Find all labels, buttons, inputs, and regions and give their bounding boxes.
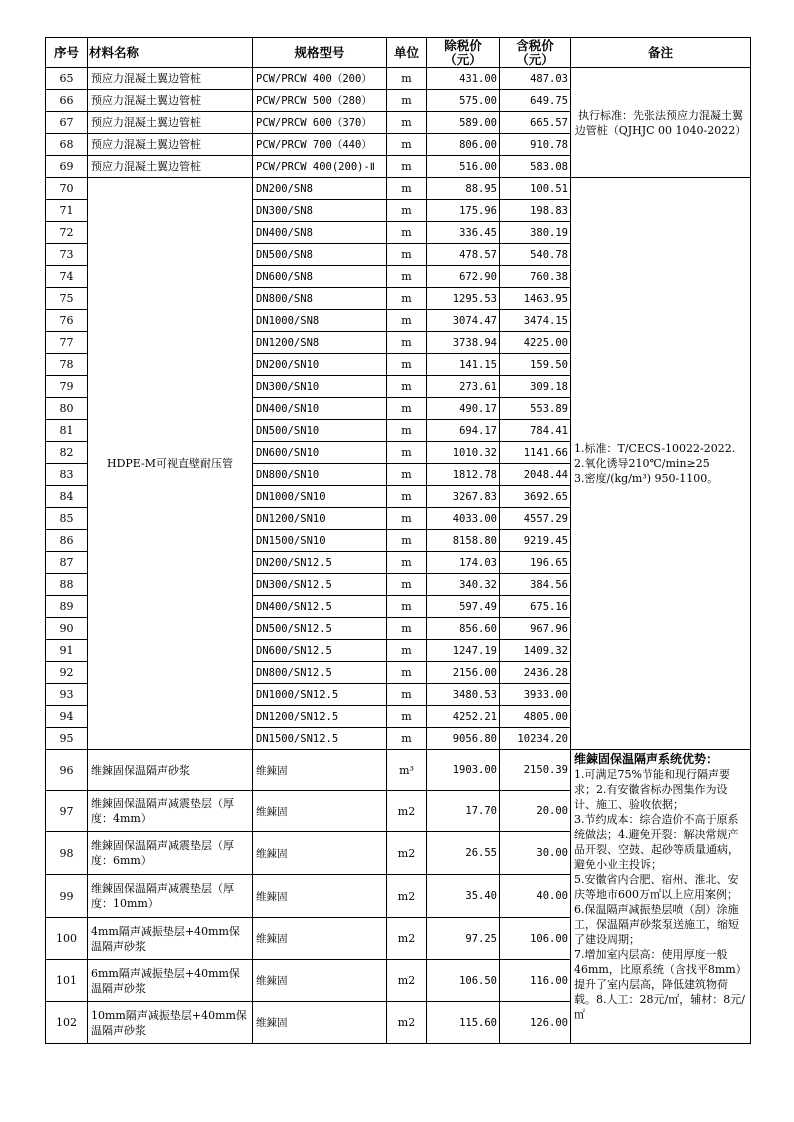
unit: m bbox=[387, 530, 427, 552]
spec-model: DN800/SN10 bbox=[253, 464, 387, 486]
row-number: 88 bbox=[46, 574, 88, 596]
unit: m2 bbox=[387, 1002, 427, 1044]
spec-model: DN200/SN10 bbox=[253, 354, 387, 376]
row-number: 74 bbox=[46, 266, 88, 288]
unit: m bbox=[387, 508, 427, 530]
spec-model: DN200/SN8 bbox=[253, 178, 387, 200]
material-name: 4mm隔声减振垫层+40mm保温隔声砂浆 bbox=[88, 918, 253, 960]
material-name: 6mm隔声减振垫层+40mm保温隔声砂浆 bbox=[88, 960, 253, 1002]
spec-model: DN500/SN8 bbox=[253, 244, 387, 266]
row-number: 72 bbox=[46, 222, 88, 244]
unit: m bbox=[387, 354, 427, 376]
unit: m bbox=[387, 662, 427, 684]
price-ex-tax: 106.50 bbox=[427, 960, 500, 1002]
price-inc-tax: 106.00 bbox=[500, 918, 571, 960]
price-inc-tax: 967.96 bbox=[500, 618, 571, 640]
price-ex-tax: 273.61 bbox=[427, 376, 500, 398]
price-ex-tax: 1247.19 bbox=[427, 640, 500, 662]
unit: m2 bbox=[387, 960, 427, 1002]
row-number: 86 bbox=[46, 530, 88, 552]
row-number: 78 bbox=[46, 354, 88, 376]
remark-line: 7.增加室内层高：使用厚度一般46mm，比原系统（含找平8mm）提升了室内层高，降低建筑物荷载。8.人工：28元/㎡，辅材：8元/㎡ bbox=[574, 948, 747, 1021]
price-ex-tax: 575.00 bbox=[427, 90, 500, 112]
spec-model: DN400/SN8 bbox=[253, 222, 387, 244]
price-ex-tax: 9056.80 bbox=[427, 728, 500, 750]
price-ex-tax: 4252.21 bbox=[427, 706, 500, 728]
price-inc-tax: 196.65 bbox=[500, 552, 571, 574]
spec-model: DN1000/SN12.5 bbox=[253, 684, 387, 706]
unit: m bbox=[387, 596, 427, 618]
price-inc-tax: 2436.28 bbox=[500, 662, 571, 684]
header-spec: 规格型号 bbox=[253, 38, 387, 68]
spec-model: DN1200/SN12.5 bbox=[253, 706, 387, 728]
unit: m bbox=[387, 156, 427, 178]
spec-model: DN600/SN12.5 bbox=[253, 640, 387, 662]
spec-model: 维鋉固 bbox=[253, 960, 387, 1002]
material-name: 维鋉固保温隔声减震垫层（厚度：6mm） bbox=[88, 832, 253, 875]
row-number: 81 bbox=[46, 420, 88, 442]
material-name: 维鋉固保温隔声减震垫层（厚度：4mm） bbox=[88, 791, 253, 832]
header-price-ex-tax-line1: 除税价 bbox=[444, 37, 482, 53]
price-inc-tax: 760.38 bbox=[500, 266, 571, 288]
header-name: 材料名称 bbox=[88, 38, 253, 68]
price-ex-tax: 3267.83 bbox=[427, 486, 500, 508]
spec-model: 维鋉固 bbox=[253, 875, 387, 918]
price-inc-tax: 2048.44 bbox=[500, 464, 571, 486]
price-ex-tax: 35.40 bbox=[427, 875, 500, 918]
remark-line: 5.安徽省内合肥、宿州、淮北、安庆等地市600万㎡以上应用案例； bbox=[574, 873, 739, 901]
unit: m bbox=[387, 706, 427, 728]
spec-model: 维鋉固 bbox=[253, 1002, 387, 1044]
unit: m bbox=[387, 134, 427, 156]
spec-model: DN200/SN12.5 bbox=[253, 552, 387, 574]
price-ex-tax: 115.60 bbox=[427, 1002, 500, 1044]
material-name: 预应力混凝土翼边管桩 bbox=[88, 68, 253, 90]
spec-model: PCW/PRCW 700（440） bbox=[253, 134, 387, 156]
spec-model: DN400/SN10 bbox=[253, 398, 387, 420]
price-inc-tax: 4225.00 bbox=[500, 332, 571, 354]
price-ex-tax: 3738.94 bbox=[427, 332, 500, 354]
spec-model: 维鋉固 bbox=[253, 918, 387, 960]
row-number: 90 bbox=[46, 618, 88, 640]
unit: m2 bbox=[387, 918, 427, 960]
row-number: 98 bbox=[46, 832, 88, 875]
price-ex-tax: 174.03 bbox=[427, 552, 500, 574]
price-ex-tax: 17.70 bbox=[427, 791, 500, 832]
row-number: 94 bbox=[46, 706, 88, 728]
price-ex-tax: 1903.00 bbox=[427, 750, 500, 791]
spec-model: 维鋉固 bbox=[253, 832, 387, 875]
remark-hdpe bbox=[571, 178, 751, 750]
price-ex-tax: 1812.78 bbox=[427, 464, 500, 486]
price-ex-tax: 806.00 bbox=[427, 134, 500, 156]
spec-model: DN1000/SN8 bbox=[253, 310, 387, 332]
price-inc-tax: 384.56 bbox=[500, 574, 571, 596]
row-number: 87 bbox=[46, 552, 88, 574]
unit: m bbox=[387, 398, 427, 420]
price-inc-tax: 116.00 bbox=[500, 960, 571, 1002]
row-number: 83 bbox=[46, 464, 88, 486]
price-inc-tax: 1141.66 bbox=[500, 442, 571, 464]
table-row bbox=[46, 178, 751, 200]
spec-model: DN1500/SN10 bbox=[253, 530, 387, 552]
price-inc-tax: 910.78 bbox=[500, 134, 571, 156]
spec-model: 维鋉固 bbox=[253, 750, 387, 791]
spec-model: PCW/PRCW 600（370） bbox=[253, 112, 387, 134]
remark-line: 2.氧化诱导210℃/min≥25 bbox=[574, 457, 710, 470]
header-price-inc-tax-line1: 含税价 bbox=[516, 37, 554, 53]
material-name: 预应力混凝土翼边管桩 bbox=[88, 134, 253, 156]
price-inc-tax: 665.57 bbox=[500, 112, 571, 134]
unit: m bbox=[387, 222, 427, 244]
price-inc-tax: 3692.65 bbox=[500, 486, 571, 508]
unit: m bbox=[387, 464, 427, 486]
unit: m bbox=[387, 574, 427, 596]
unit: m2 bbox=[387, 791, 427, 832]
row-number: 97 bbox=[46, 791, 88, 832]
price-ex-tax: 3074.47 bbox=[427, 310, 500, 332]
row-number: 101 bbox=[46, 960, 88, 1002]
material-name: 预应力混凝土翼边管桩 bbox=[88, 112, 253, 134]
unit: m bbox=[387, 90, 427, 112]
table-row bbox=[46, 68, 751, 90]
unit: m³ bbox=[387, 750, 427, 791]
table-body bbox=[46, 68, 751, 1044]
row-number: 76 bbox=[46, 310, 88, 332]
price-inc-tax: 2150.39 bbox=[500, 750, 571, 791]
row-number: 92 bbox=[46, 662, 88, 684]
remark-line: 3.密度/(kg/m³) 950-1100。 bbox=[574, 472, 719, 485]
price-inc-tax: 198.83 bbox=[500, 200, 571, 222]
row-number: 67 bbox=[46, 112, 88, 134]
spec-model: DN500/SN12.5 bbox=[253, 618, 387, 640]
price-inc-tax: 20.00 bbox=[500, 791, 571, 832]
price-ex-tax: 856.60 bbox=[427, 618, 500, 640]
price-table bbox=[45, 37, 751, 1044]
spec-model: DN400/SN12.5 bbox=[253, 596, 387, 618]
price-ex-tax: 589.00 bbox=[427, 112, 500, 134]
header-price-inc-tax bbox=[500, 38, 571, 68]
row-number: 99 bbox=[46, 875, 88, 918]
price-ex-tax: 597.49 bbox=[427, 596, 500, 618]
price-ex-tax: 26.55 bbox=[427, 832, 500, 875]
price-ex-tax: 175.96 bbox=[427, 200, 500, 222]
unit: m bbox=[387, 728, 427, 750]
material-name: 预应力混凝土翼边管桩 bbox=[88, 156, 253, 178]
price-ex-tax: 672.90 bbox=[427, 266, 500, 288]
unit: m bbox=[387, 244, 427, 266]
unit: m bbox=[387, 684, 427, 706]
header-row bbox=[46, 38, 751, 68]
row-number: 84 bbox=[46, 486, 88, 508]
row-number: 96 bbox=[46, 750, 88, 791]
unit: m2 bbox=[387, 832, 427, 875]
price-ex-tax: 516.00 bbox=[427, 156, 500, 178]
unit: m bbox=[387, 552, 427, 574]
spec-model: PCW/PRCW 400(200)-Ⅱ bbox=[253, 156, 387, 178]
spec-model: DN600/SN10 bbox=[253, 442, 387, 464]
remark-advantages bbox=[571, 750, 751, 1044]
spec-model: DN1200/SN8 bbox=[253, 332, 387, 354]
unit: m bbox=[387, 618, 427, 640]
unit: m bbox=[387, 420, 427, 442]
price-inc-tax: 649.75 bbox=[500, 90, 571, 112]
unit: m bbox=[387, 266, 427, 288]
row-number: 89 bbox=[46, 596, 88, 618]
price-inc-tax: 9219.45 bbox=[500, 530, 571, 552]
price-ex-tax: 2156.00 bbox=[427, 662, 500, 684]
unit: m bbox=[387, 112, 427, 134]
spec-model: DN300/SN8 bbox=[253, 200, 387, 222]
price-ex-tax: 340.32 bbox=[427, 574, 500, 596]
price-inc-tax: 159.50 bbox=[500, 354, 571, 376]
row-number: 102 bbox=[46, 1002, 88, 1044]
price-inc-tax: 309.18 bbox=[500, 376, 571, 398]
unit: m bbox=[387, 68, 427, 90]
spec-model: DN500/SN10 bbox=[253, 420, 387, 442]
row-number: 82 bbox=[46, 442, 88, 464]
price-ex-tax: 3480.53 bbox=[427, 684, 500, 706]
spec-model: DN600/SN8 bbox=[253, 266, 387, 288]
price-inc-tax: 4805.00 bbox=[500, 706, 571, 728]
spec-model: PCW/PRCW 500（280） bbox=[253, 90, 387, 112]
spec-model: PCW/PRCW 400（200） bbox=[253, 68, 387, 90]
price-inc-tax: 126.00 bbox=[500, 1002, 571, 1044]
table-row bbox=[46, 750, 751, 791]
remark-title: 维鋉固保温隔声系统优势： bbox=[574, 752, 719, 766]
material-name-hdpe: HDPE-M可视直壁耐压管 bbox=[88, 178, 253, 750]
price-ex-tax: 141.15 bbox=[427, 354, 500, 376]
header-price-ex-tax bbox=[427, 38, 500, 68]
material-name: 10mm隔声减振垫层+40mm保温隔声砂浆 bbox=[88, 1002, 253, 1044]
material-name: 维鋉固保温隔声减震垫层（厚度：10mm） bbox=[88, 875, 253, 918]
price-ex-tax: 1010.32 bbox=[427, 442, 500, 464]
spec-model: DN1500/SN12.5 bbox=[253, 728, 387, 750]
remark-line: 3.节约成本：综合造价不高于原系统做法；4.避免开裂：解决常规产品开裂、空鼓、起砂等质量通病，避免小业主投诉； bbox=[574, 813, 739, 871]
remark-standard: 执行标准：先张法预应力混凝土翼边管桩（QJHJC 00 1040-2022） bbox=[571, 68, 751, 178]
row-number: 68 bbox=[46, 134, 88, 156]
price-ex-tax: 694.17 bbox=[427, 420, 500, 442]
price-inc-tax: 540.78 bbox=[500, 244, 571, 266]
row-number: 93 bbox=[46, 684, 88, 706]
row-number: 73 bbox=[46, 244, 88, 266]
header-price-ex-tax-line2: （元） bbox=[444, 51, 482, 67]
price-inc-tax: 1463.95 bbox=[500, 288, 571, 310]
spec-model: DN1200/SN10 bbox=[253, 508, 387, 530]
price-inc-tax: 30.00 bbox=[500, 832, 571, 875]
price-ex-tax: 1295.53 bbox=[427, 288, 500, 310]
price-inc-tax: 3474.15 bbox=[500, 310, 571, 332]
remark-line: 6.保温隔声减振垫层喷（刮）涂施工，保温隔声砂浆泵送施工，缩短了建设周期； bbox=[574, 903, 739, 946]
unit: m bbox=[387, 376, 427, 398]
spec-model: 维鋉固 bbox=[253, 791, 387, 832]
row-number: 79 bbox=[46, 376, 88, 398]
price-inc-tax: 487.03 bbox=[500, 68, 571, 90]
row-number: 66 bbox=[46, 90, 88, 112]
price-ex-tax: 8158.80 bbox=[427, 530, 500, 552]
price-inc-tax: 675.16 bbox=[500, 596, 571, 618]
row-number: 71 bbox=[46, 200, 88, 222]
unit: m bbox=[387, 310, 427, 332]
spec-model: DN800/SN12.5 bbox=[253, 662, 387, 684]
spec-model: DN800/SN8 bbox=[253, 288, 387, 310]
unit: m bbox=[387, 288, 427, 310]
header-unit: 单位 bbox=[387, 38, 427, 68]
row-number: 77 bbox=[46, 332, 88, 354]
unit: m bbox=[387, 640, 427, 662]
header-price-inc-tax-line2: （元） bbox=[516, 51, 554, 67]
header-no: 序号 bbox=[46, 38, 88, 68]
price-inc-tax: 784.41 bbox=[500, 420, 571, 442]
row-number: 75 bbox=[46, 288, 88, 310]
price-inc-tax: 3933.00 bbox=[500, 684, 571, 706]
price-ex-tax: 336.45 bbox=[427, 222, 500, 244]
price-inc-tax: 553.89 bbox=[500, 398, 571, 420]
price-ex-tax: 431.00 bbox=[427, 68, 500, 90]
row-number: 65 bbox=[46, 68, 88, 90]
row-number: 70 bbox=[46, 178, 88, 200]
price-inc-tax: 4557.29 bbox=[500, 508, 571, 530]
spec-model: DN1000/SN10 bbox=[253, 486, 387, 508]
unit: m bbox=[387, 486, 427, 508]
unit: m2 bbox=[387, 875, 427, 918]
price-inc-tax: 10234.20 bbox=[500, 728, 571, 750]
spec-model: DN300/SN10 bbox=[253, 376, 387, 398]
row-number: 95 bbox=[46, 728, 88, 750]
price-inc-tax: 380.19 bbox=[500, 222, 571, 244]
row-number: 85 bbox=[46, 508, 88, 530]
price-inc-tax: 100.51 bbox=[500, 178, 571, 200]
row-number: 69 bbox=[46, 156, 88, 178]
price-ex-tax: 4033.00 bbox=[427, 508, 500, 530]
material-name: 预应力混凝土翼边管桩 bbox=[88, 90, 253, 112]
price-ex-tax: 88.95 bbox=[427, 178, 500, 200]
price-ex-tax: 97.25 bbox=[427, 918, 500, 960]
row-number: 80 bbox=[46, 398, 88, 420]
price-ex-tax: 478.57 bbox=[427, 244, 500, 266]
spec-model: DN300/SN12.5 bbox=[253, 574, 387, 596]
unit: m bbox=[387, 442, 427, 464]
price-inc-tax: 583.08 bbox=[500, 156, 571, 178]
unit: m bbox=[387, 178, 427, 200]
price-inc-tax: 40.00 bbox=[500, 875, 571, 918]
row-number: 91 bbox=[46, 640, 88, 662]
header-remark: 备注 bbox=[571, 38, 751, 68]
price-ex-tax: 490.17 bbox=[427, 398, 500, 420]
row-number: 100 bbox=[46, 918, 88, 960]
unit: m bbox=[387, 200, 427, 222]
remark-line: 1.可满足75%节能和现行隔声要求；2.有安徽省标办图集作为设计、施工、验收依据； bbox=[574, 768, 730, 811]
unit: m bbox=[387, 332, 427, 354]
price-inc-tax: 1409.32 bbox=[500, 640, 571, 662]
material-name: 维鋉固保温隔声砂浆 bbox=[88, 750, 253, 791]
remark-line: 1.标准：T/CECS-10022-2022. bbox=[574, 442, 736, 455]
